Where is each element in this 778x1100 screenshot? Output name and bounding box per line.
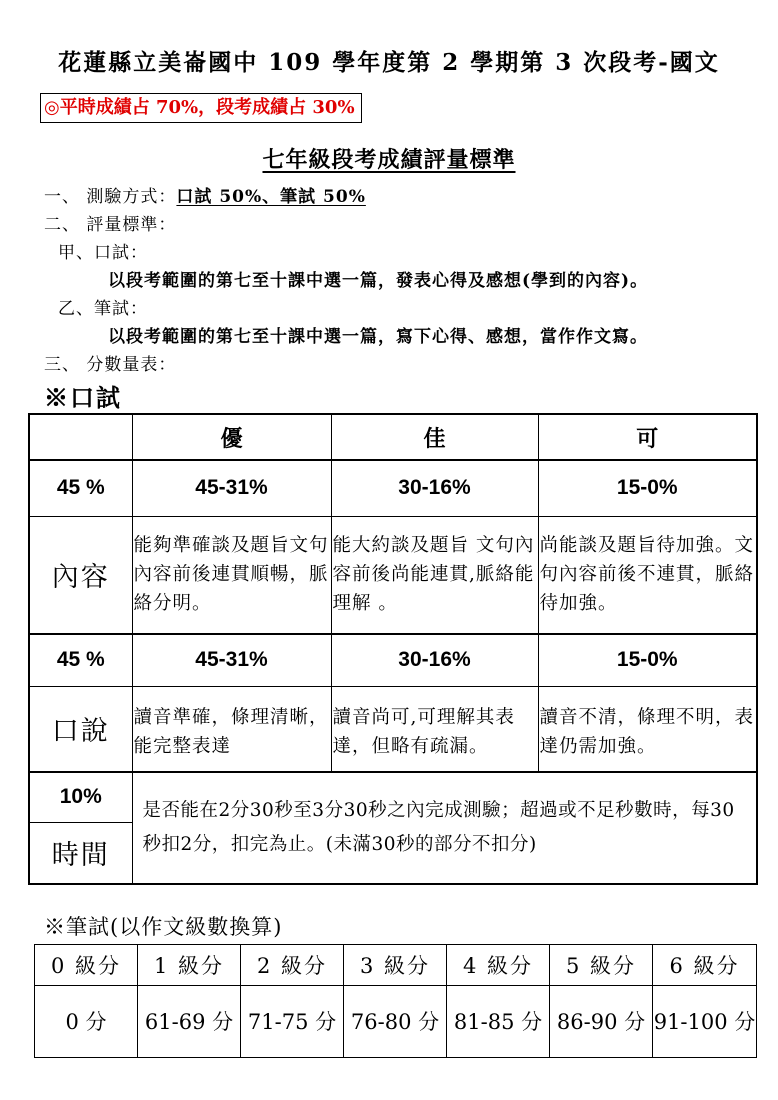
section-test-method bbox=[44, 182, 366, 207]
speech-desc-excellent: 讀音準確，條理清晰，能完整表達 bbox=[132, 686, 331, 772]
level-4: 4 級分 bbox=[447, 945, 550, 986]
section-test-method-value: 口試 50%、筆試 50% bbox=[176, 187, 366, 207]
score-level-2: 71-75 分 bbox=[241, 986, 344, 1058]
time-description: 是否能在2分30秒至3分30秒之內完成測驗；超過或不足秒數時，每30秒扣2分，扣完為止。(未滿30秒的部分不扣分) bbox=[132, 772, 757, 884]
speech-desc-row bbox=[29, 686, 757, 772]
written-score-table bbox=[34, 944, 757, 1058]
oral-score-table bbox=[28, 413, 758, 885]
time-weight: 10% bbox=[29, 772, 132, 822]
content-weight: 45 % bbox=[29, 460, 132, 516]
time-label: 時間 bbox=[29, 822, 132, 884]
score-level-3: 76-80 分 bbox=[344, 986, 447, 1058]
page-title: 花蓮縣立美崙國中 109 學年度第 2 學期第 3 次段考-國文 bbox=[58, 49, 720, 76]
section-criteria-label: 二、 評量標準： bbox=[44, 215, 177, 235]
level-2: 2 級分 bbox=[241, 945, 344, 986]
content-desc-fair: 尚能談及題旨待加強。文句內容前後不連貫，脈絡待加強。 bbox=[538, 516, 757, 634]
level-3: 3 級分 bbox=[344, 945, 447, 986]
content-desc-row bbox=[29, 516, 757, 634]
section-test-method-label: 一、 測驗方式： bbox=[44, 187, 177, 207]
score-level-5: 86-90 分 bbox=[550, 986, 653, 1058]
content-range-good: 30-16% bbox=[331, 460, 538, 516]
header-excellent: 優 bbox=[132, 414, 331, 460]
oral-header-row bbox=[29, 414, 757, 460]
section-written-text: 以段考範圍的第七至十課中選一篇，寫下心得、感想，當作作文寫。 bbox=[108, 327, 648, 347]
content-desc-good: 能大約談及題旨 文句內容前後尚能連貫,脈絡能理解 。 bbox=[331, 516, 538, 634]
score-level-0: 0 分 bbox=[35, 986, 138, 1058]
score-level-6: 91-100 分 bbox=[653, 986, 757, 1058]
written-heading: ※筆試(以作文級數換算) bbox=[44, 915, 283, 939]
oral-heading: ※口試 bbox=[44, 383, 122, 412]
speech-desc-good: 讀音尚可,可理解其表達，但略有疏漏。 bbox=[331, 686, 538, 772]
speech-range-excellent: 45-31% bbox=[132, 634, 331, 686]
content-range-excellent: 45-31% bbox=[132, 460, 331, 516]
page-subtitle bbox=[0, 143, 778, 174]
speech-weight: 45 % bbox=[29, 634, 132, 686]
speech-range-row bbox=[29, 634, 757, 686]
content-desc-excellent: 能夠準確談及題旨文句內容前後連貫順暢，脈絡分明。 bbox=[132, 516, 331, 634]
content-label: 內容 bbox=[29, 516, 132, 634]
grade-weight-note: ◎平時成績占 70%，段考成績占 30% bbox=[40, 93, 362, 123]
section-score-scale-label: 三、 分數量表： bbox=[44, 355, 177, 375]
header-fair: 可 bbox=[538, 414, 757, 460]
content-range-row bbox=[29, 460, 757, 516]
level-5: 5 級分 bbox=[550, 945, 653, 986]
header-blank-cell bbox=[29, 414, 132, 460]
subtitle-text: 七年級段考成績評量標準 bbox=[262, 147, 516, 173]
section-oral-text: 以段考範圍的第七至十課中選一篇，發表心得及感想(學到的內容)。 bbox=[108, 271, 649, 291]
speech-range-fair: 15-0% bbox=[538, 634, 757, 686]
score-row bbox=[35, 986, 757, 1058]
speech-label: 口說 bbox=[29, 686, 132, 772]
speech-desc-fair: 讀音不清，條理不明，表達仍需加強。 bbox=[538, 686, 757, 772]
score-level-1: 61-69 分 bbox=[138, 986, 241, 1058]
level-0: 0 級分 bbox=[35, 945, 138, 986]
level-1: 1 級分 bbox=[138, 945, 241, 986]
content-range-fair: 15-0% bbox=[538, 460, 757, 516]
section-oral-label: 甲、口試： bbox=[58, 243, 148, 263]
score-level-4: 81-85 分 bbox=[447, 986, 550, 1058]
speech-range-good: 30-16% bbox=[331, 634, 538, 686]
header-good: 佳 bbox=[331, 414, 538, 460]
level-row bbox=[35, 945, 757, 986]
section-written-label: 乙、筆試： bbox=[58, 299, 148, 319]
level-6: 6 級分 bbox=[653, 945, 757, 986]
time-row bbox=[29, 772, 757, 822]
